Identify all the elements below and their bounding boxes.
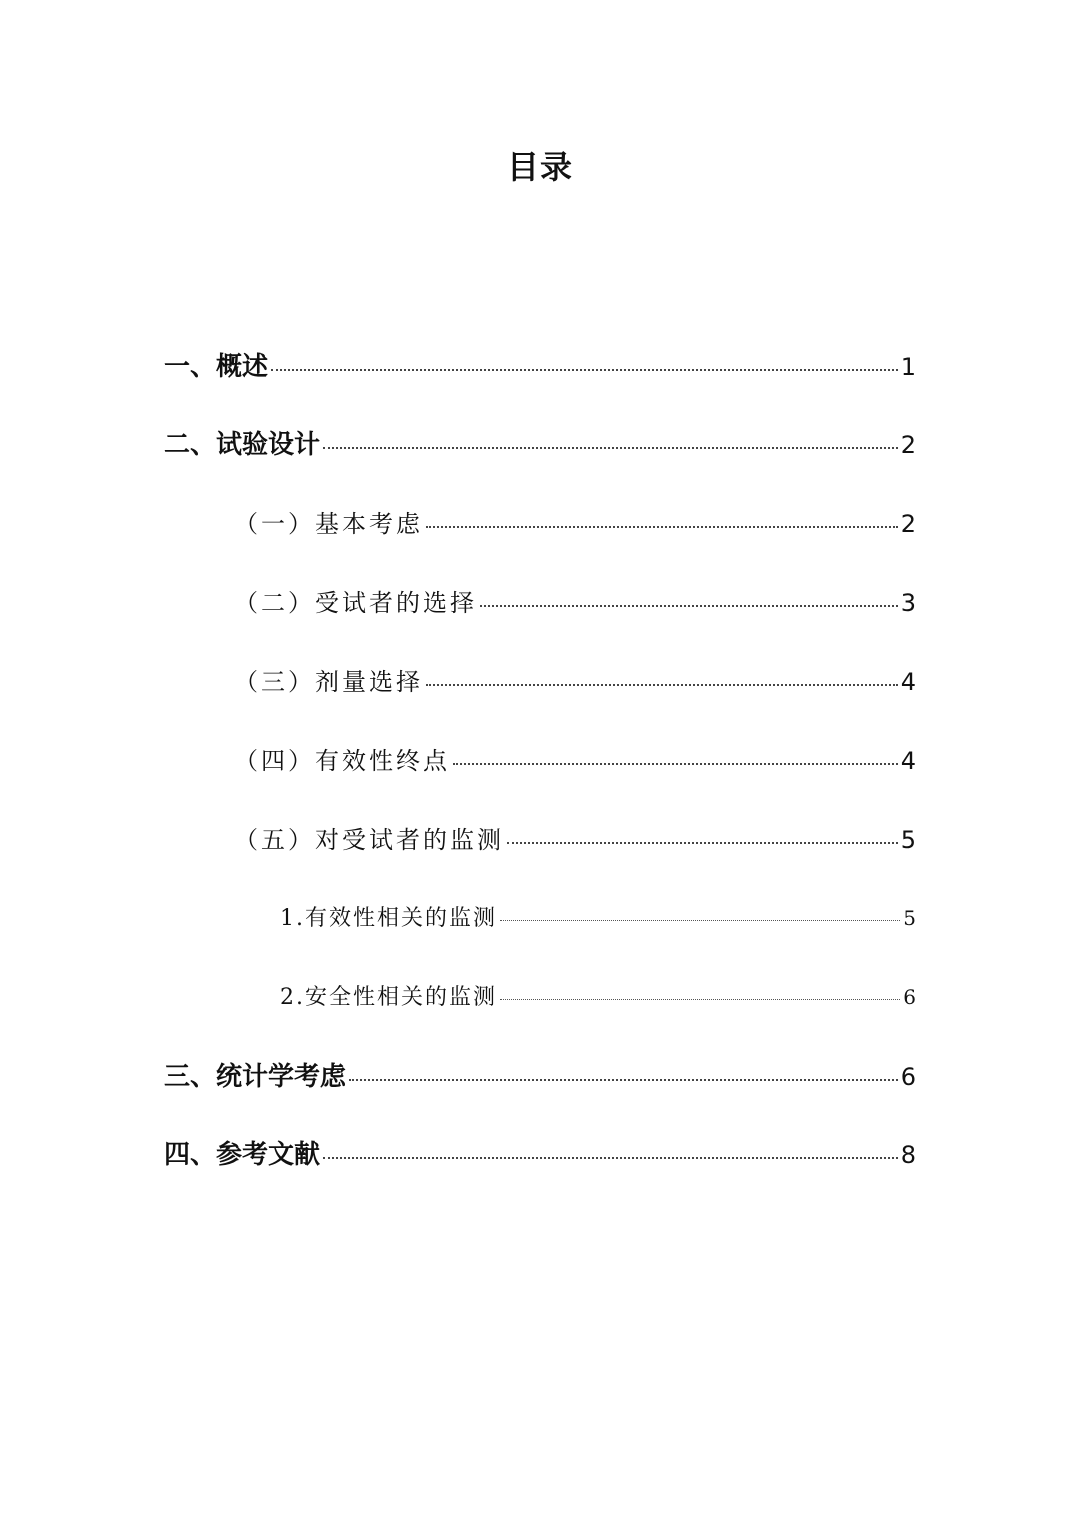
toc-entry-references[interactable] xyxy=(164,1135,916,1175)
dot-leader xyxy=(507,842,898,844)
dot-leader xyxy=(349,1079,898,1081)
dot-leader xyxy=(500,999,900,1000)
toc-entry-basic-considerations[interactable] xyxy=(234,504,916,544)
dot-leader xyxy=(500,920,900,921)
toc-entry-label: 一、概述 xyxy=(164,352,269,382)
toc-page-number: 6 xyxy=(900,1063,916,1091)
dot-leader xyxy=(480,605,898,607)
toc-page-number: 4 xyxy=(900,668,916,696)
dot-leader xyxy=(426,684,898,686)
toc-page-number: 1 xyxy=(900,353,916,381)
toc-page-number: 5 xyxy=(900,826,916,854)
toc-page-number: 3 xyxy=(900,589,916,617)
toc-entry-label: （五）对受试者的监测 xyxy=(234,826,504,854)
toc-entry-dose-selection[interactable] xyxy=(234,662,916,702)
dot-leader xyxy=(271,369,898,371)
dot-leader xyxy=(323,1157,898,1159)
toc-entry-label: （四）有效性终点 xyxy=(234,747,450,775)
toc-entry-efficacy-monitoring[interactable] xyxy=(280,898,916,938)
toc-entry-label: 2.安全性相关的监测 xyxy=(280,985,497,1010)
toc-entry-label: 三、统计学考虑 xyxy=(164,1062,347,1092)
dot-leader xyxy=(426,526,898,528)
toc-entry-label: （一）基本考虑 xyxy=(234,510,423,538)
toc-entry-safety-monitoring[interactable] xyxy=(280,977,916,1017)
toc-entry-statistics[interactable] xyxy=(164,1057,916,1097)
toc-page-number: 5 xyxy=(903,906,916,930)
toc-entry-label: 1.有效性相关的监测 xyxy=(280,906,497,931)
toc-entry-trial-design[interactable] xyxy=(164,425,916,465)
dot-leader xyxy=(323,447,898,449)
toc-entry-efficacy-endpoints[interactable] xyxy=(234,741,916,781)
toc-page-number: 6 xyxy=(903,985,916,1009)
dot-leader xyxy=(453,763,898,765)
toc-page-number: 4 xyxy=(900,747,916,775)
toc-entry-subject-selection[interactable] xyxy=(234,583,916,623)
toc-entry-label: （二）受试者的选择 xyxy=(234,589,477,617)
toc-entry-overview[interactable] xyxy=(164,347,916,387)
toc-entry-subject-monitoring[interactable] xyxy=(234,820,916,860)
toc-page-number: 2 xyxy=(900,431,916,459)
toc-entry-label: 四、参考文献 xyxy=(164,1140,321,1170)
toc-page-number: 2 xyxy=(900,510,916,538)
toc-page-number: 8 xyxy=(900,1141,916,1169)
page-title: 目录 xyxy=(506,148,573,186)
toc-entry-label: 二、试验设计 xyxy=(164,430,321,460)
toc-entry-label: （三）剂量选择 xyxy=(234,668,423,696)
